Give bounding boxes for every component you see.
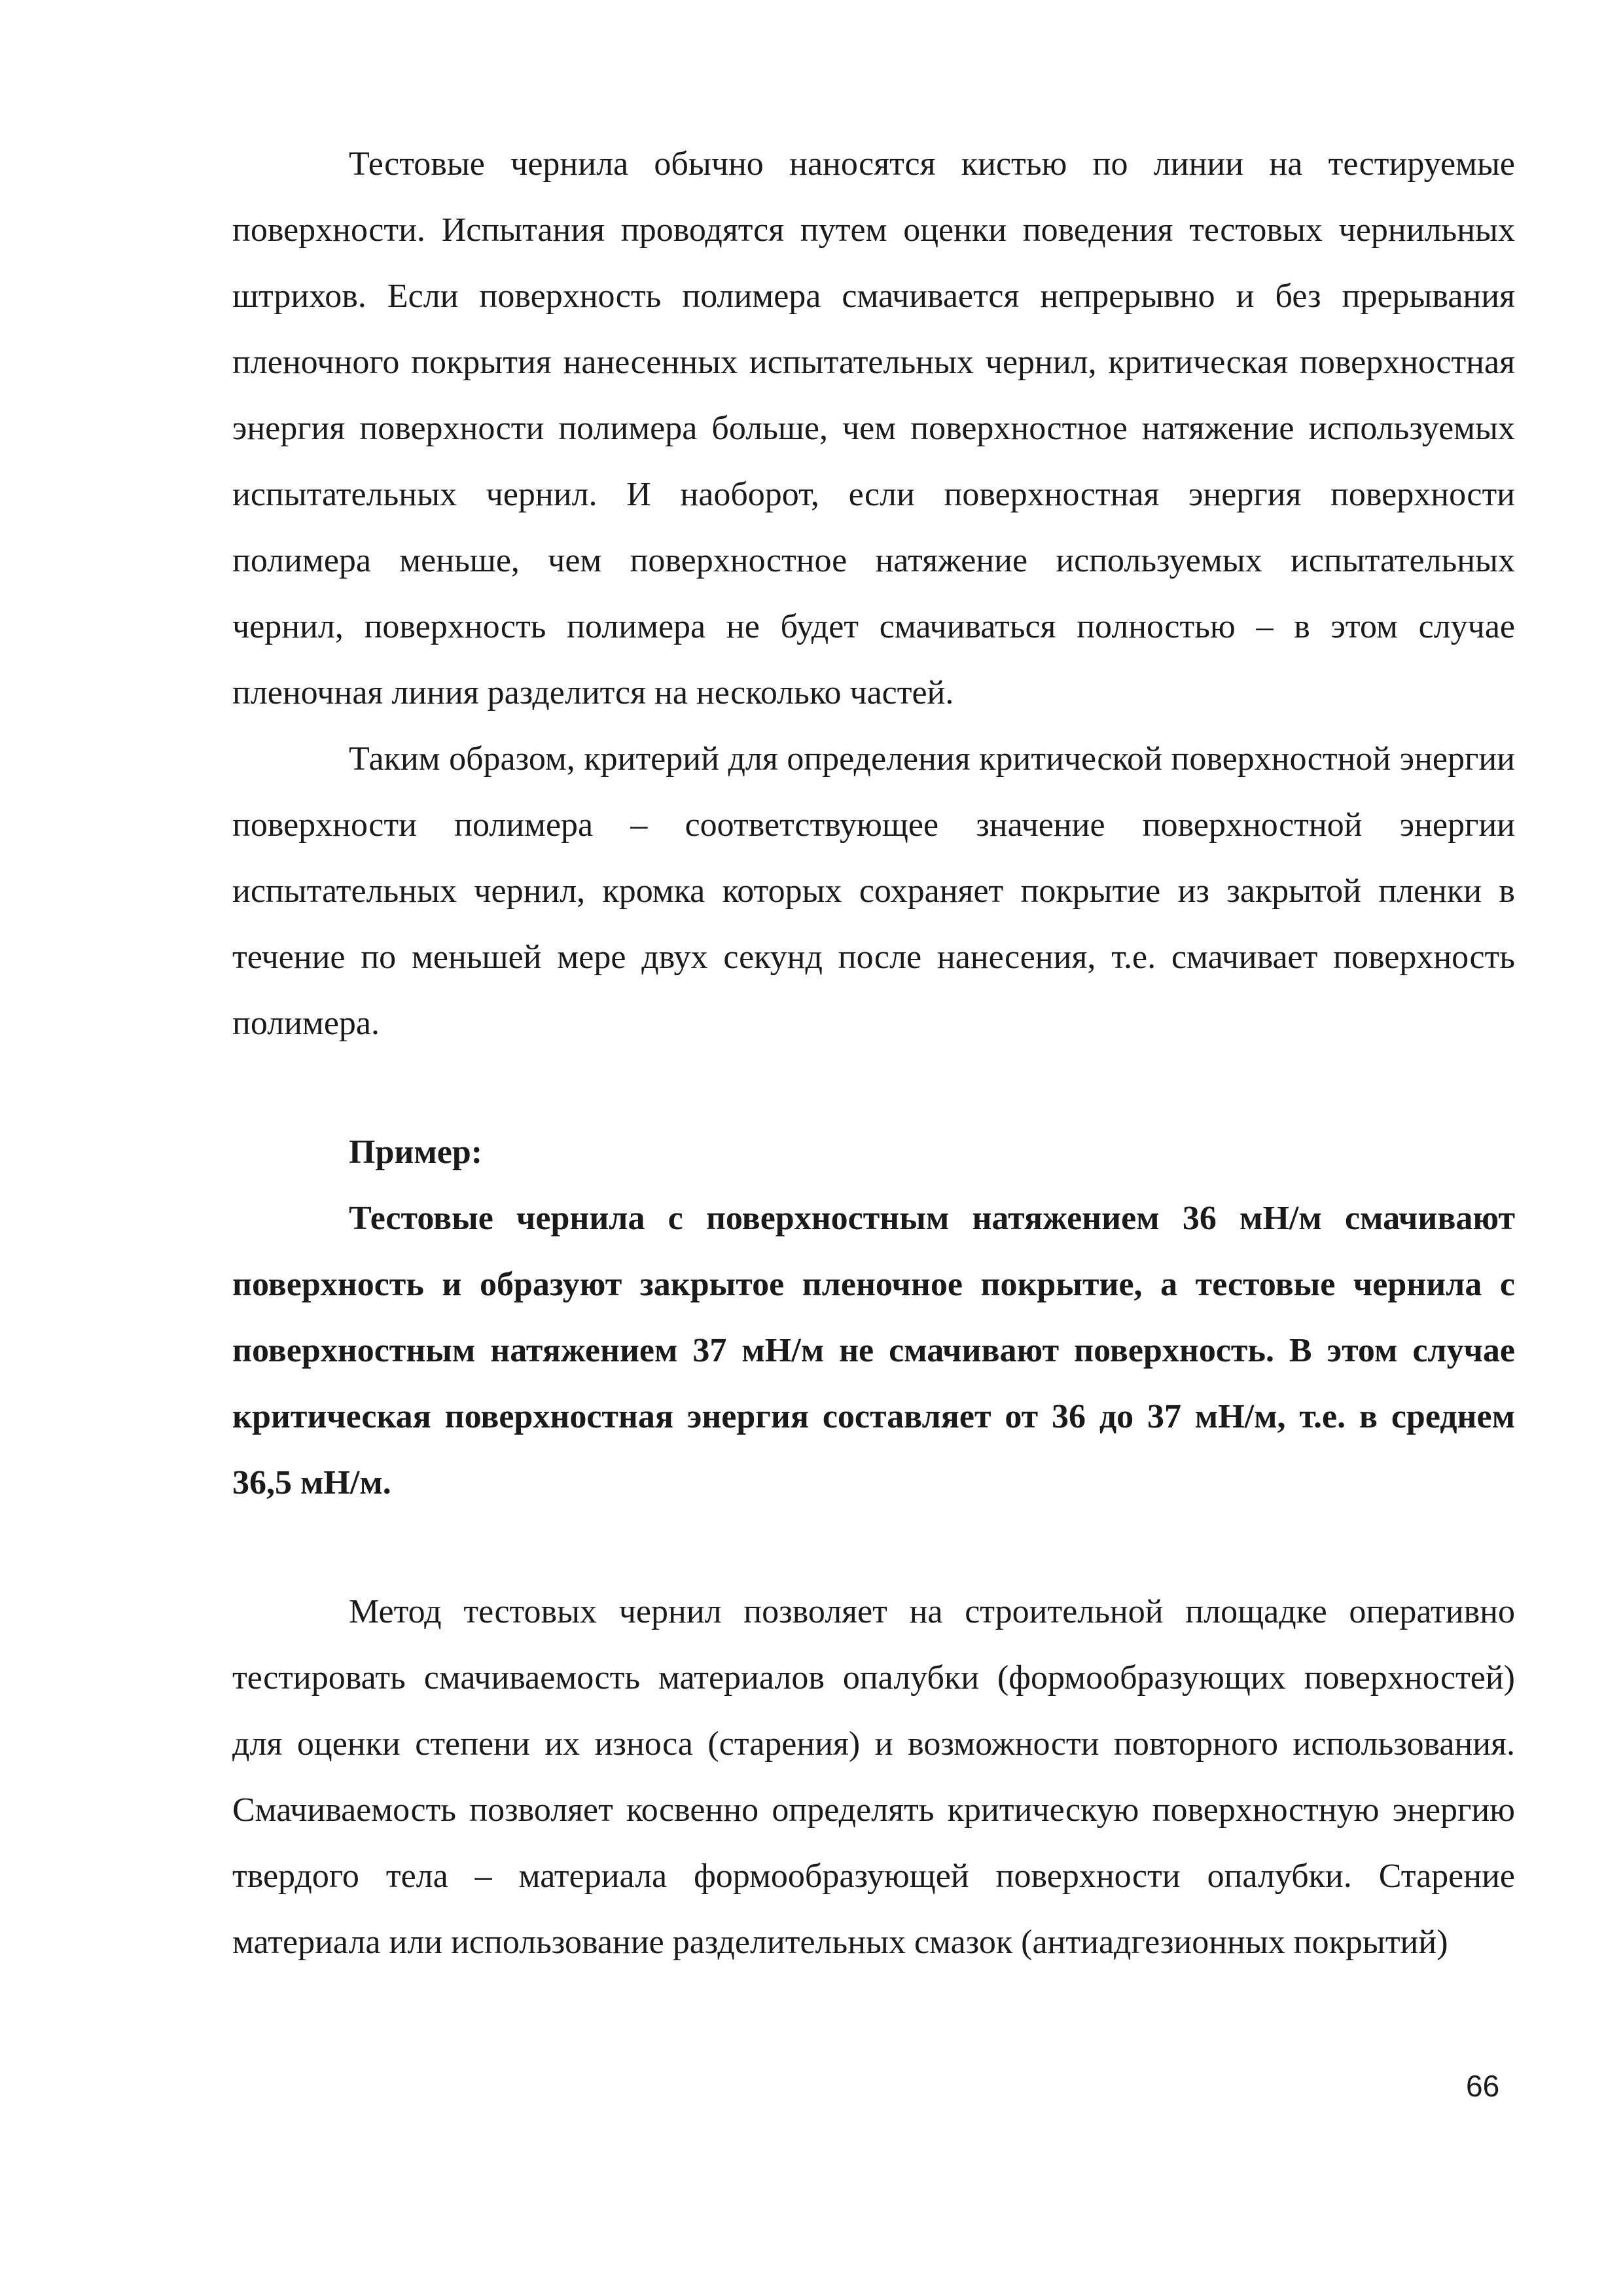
example-text: Тестовые чернила с поверхностным натяжением 36 мН/м смачивают поверхность и образуют закрытое пленочное покрытие, а тестовые чернила с поверхностным натяжением 37 мН/м не смачивают поверхность. В этом случае критическая поверхностная энергия составляет от 36 до 37 мН/м, т.е. в среднем 36,5 мН/м. <box>232 1200 1515 1501</box>
paragraph-method: Метод тестовых чернил позволяет на строительной площадке оперативно тестировать смачиваемость материалов опалубки (формообразующих поверхностей) для оценки степени их износа (старения) и возможности повторного использования. Смачиваемость позволяет косвенно определять критическую поверхностную энергию твердого тела – материала формообразующей поверхности опалубки. Старение материала или использование разделительных смазок (антиадгезионных покрытий) <box>232 1593 1515 1961</box>
example-heading: Пример: <box>349 1134 483 1171</box>
page-number: 66 <box>1466 2069 1500 2103</box>
document-page <box>232 131 1515 1975</box>
paragraph-test-ink-application: Тестовые чернила обычно наносятся кистью по линии на тестируемые поверхности. Испытания проводятся путем оценки поведения тестовых чернильных штрихов. Если поверхность полимера смачивается непрерывно и без прерывания пленочного покрытия нанесенных испытательных чернил, критическая поверхностная энергия поверхности полимера больше, чем поверхностное натяжение используемых испытательных чернил. И наоборот, если поверхностная энергия поверхности полимера меньше, чем поверхностное натяжение используемых испытательных чернил, поверхность полимера не будет смачиваться полностью – в этом случае пленочная линия разделится на несколько частей. <box>232 145 1515 711</box>
paragraph-criterion: Таким образом, критерий для определения критической поверхностной энергии поверхности полимера – соответствующее значение поверхностной энергии испытательных чернил, кромка которых сохраняет покрытие из закрытой пленки в течение по меньшей мере двух секунд после нанесения, т.е. смачивает поверхность полимера. <box>232 740 1515 1042</box>
